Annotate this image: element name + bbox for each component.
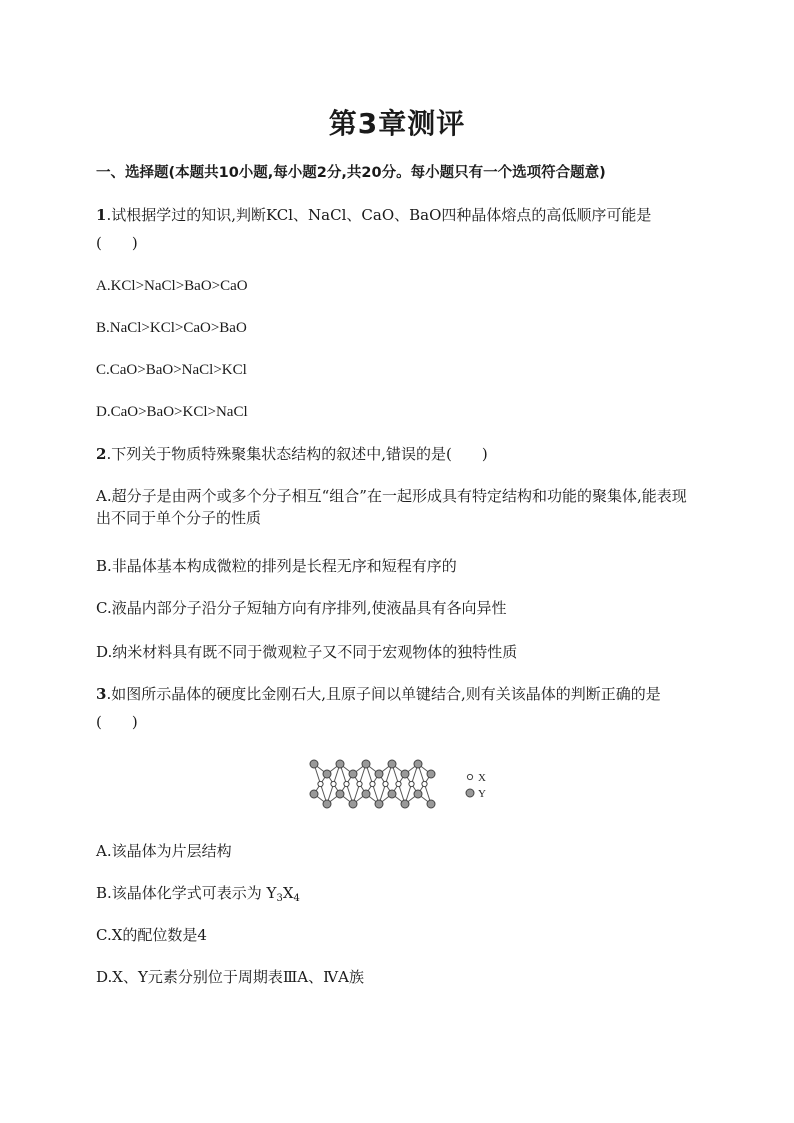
question-3-option-b-sub2: 4 — [293, 893, 300, 904]
atom-y — [336, 760, 344, 768]
atom-y — [427, 800, 435, 808]
question-1-option-a: A.KCl>NaCl>BaO>CaO — [96, 278, 248, 294]
question-3-option-b-sub1: 3 — [276, 893, 283, 904]
question-1-text: .试根据学过的知识,判断KCl、NaCl、CaO、BaO四种晶体熔点的高低顺序可能是 — [106, 206, 652, 224]
atom-x — [396, 781, 401, 786]
question-3-option-c: C.X的配位数是4 — [96, 926, 207, 944]
atom-x — [370, 781, 375, 786]
question-2-option-d: D.纳米材料具有既不同于微观粒子又不同于宏观物体的独特性质 — [96, 643, 518, 661]
atom-y — [388, 760, 396, 768]
page-title: 第3章测评 — [328, 107, 466, 140]
atom-y — [310, 760, 318, 768]
legend-y-label: Y — [478, 788, 486, 800]
atom-x — [357, 781, 362, 786]
atom-x — [344, 781, 349, 786]
atom-y — [323, 800, 331, 808]
question-3-option-b-mid: X — [282, 884, 294, 902]
question-1-option-c: C.CaO>BaO>NaCl>KCl — [96, 362, 247, 378]
atom-y — [401, 770, 409, 778]
atom-y — [310, 790, 318, 798]
question-2-text: .下列关于物质特殊聚集状态结构的叙述中,错误的是( ) — [106, 445, 488, 463]
atom-y — [349, 800, 357, 808]
atom-y — [362, 760, 370, 768]
question-3-option-b-text: B.该晶体化学式可表示为 Y — [96, 884, 277, 902]
atom-y — [375, 800, 383, 808]
question-1-number: 1 — [96, 206, 107, 224]
section-heading: 一、选择题(本题共10小题,每小题2分,共20分。每小题只有一个选项符合题意) — [96, 165, 606, 181]
atom-x — [409, 781, 414, 786]
atom-y — [401, 800, 409, 808]
atom-y — [336, 790, 344, 798]
atom-y — [349, 770, 357, 778]
atom-x — [318, 781, 323, 786]
question-1-option-d: D.CaO>BaO>KCl>NaCl — [96, 404, 248, 420]
question-1-paren: ( ) — [96, 234, 138, 252]
question-1-option-b: B.NaCl>KCl>CaO>BaO — [96, 320, 247, 336]
question-2-option-a: A.超分子是由两个或多个分子相互“组合”在一起形成具有特定结构和功能的聚集体,能表现出不同于单个分子的性质 — [96, 487, 687, 527]
crystal-structure-figure — [300, 752, 500, 816]
legend-y-marker — [466, 789, 474, 797]
atom-y — [362, 790, 370, 798]
legend-x-marker — [467, 774, 472, 779]
question-3 — [96, 683, 696, 705]
atom-y — [427, 770, 435, 778]
question-3-option-b — [96, 882, 696, 910]
atom-y — [323, 770, 331, 778]
atom-y — [414, 790, 422, 798]
question-2-number: 2 — [96, 445, 107, 463]
question-3-option-a: A.该晶体为片层结构 — [96, 842, 232, 860]
atom-y — [388, 790, 396, 798]
question-2-option-b: B.非晶体基本构成微粒的排列是长程无序和短程有序的 — [96, 557, 457, 575]
atom-x — [422, 781, 427, 786]
atom-y — [414, 760, 422, 768]
question-3-number: 3 — [96, 685, 107, 703]
legend-x-label: X — [478, 772, 486, 784]
question-2 — [96, 443, 696, 465]
question-3-text: .如图所示晶体的硬度比金刚石大,且原子间以单键结合,则有关该晶体的判断正确的是 — [106, 685, 661, 703]
question-3-paren: ( ) — [96, 713, 138, 731]
question-1 — [96, 204, 696, 226]
atom-x — [331, 781, 336, 786]
atom-y — [375, 770, 383, 778]
atom-x — [383, 781, 388, 786]
question-3-option-d: D.X、Y元素分别位于周期表ⅢA、ⅣA族 — [96, 968, 364, 986]
question-2-option-c: C.液晶内部分子沿分子短轴方向有序排列,使液晶具有各向异性 — [96, 599, 507, 617]
